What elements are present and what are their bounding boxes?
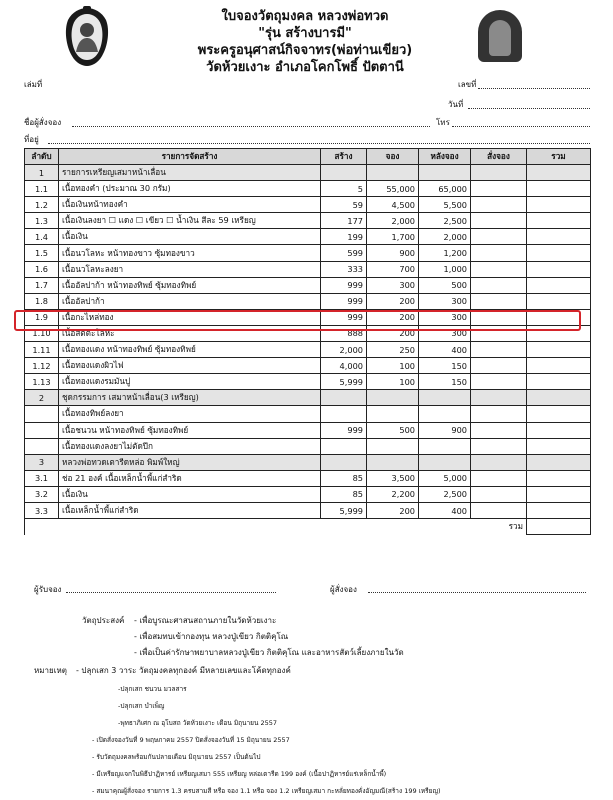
row-total-cell[interactable] xyxy=(527,486,591,502)
booking-price-cell: 2,200 xyxy=(367,486,419,502)
table-cell xyxy=(367,165,419,181)
item-name-cell: เนื้อนวโลหะลงยา xyxy=(59,261,321,277)
make-qty-cell: 85 xyxy=(321,486,367,502)
item-no-cell: 3 xyxy=(25,454,59,470)
item-no-cell: 1 xyxy=(25,165,59,181)
row-total-cell[interactable] xyxy=(527,438,591,454)
row-total-cell[interactable] xyxy=(527,277,591,293)
table-row xyxy=(25,438,591,454)
booking-price-cell: 700 xyxy=(367,261,419,277)
table-cell xyxy=(471,165,527,181)
item-no-cell: 1.3 xyxy=(25,213,59,229)
item-no-cell: 1.6 xyxy=(25,261,59,277)
make-qty-cell: 177 xyxy=(321,213,367,229)
remark-item: - สมนาคุณผู้สั่งจอง รายการ 1.3 ครบสามสี หรือ จอง 1.1 หรือ จอง 1.2 เหรียญเสมา กะหลั่ยทองคั่งอัญมณี(สร้าง 199 เหรียญ) xyxy=(92,787,441,795)
table-cell xyxy=(419,390,471,406)
row-total-cell[interactable] xyxy=(527,293,591,309)
make-qty-cell: 888 xyxy=(321,325,367,341)
order-qty-cell[interactable] xyxy=(471,229,527,245)
doc-number-field[interactable] xyxy=(478,88,590,89)
booking-price-cell: 3,500 xyxy=(367,470,419,486)
item-name-cell: เนื้อเงินหน้าทองคำ xyxy=(59,197,321,213)
row-total-cell[interactable] xyxy=(527,342,591,358)
table-cell xyxy=(321,454,367,470)
make-qty-cell: 199 xyxy=(321,229,367,245)
form-header xyxy=(130,8,480,76)
remark-item: - รับวัตถุมงคลพร้อมกันปลายเดือน มิถุนายน 2557 เป็นต้นไป xyxy=(92,753,261,761)
orderer-field[interactable] xyxy=(72,126,430,127)
order-qty-cell[interactable] xyxy=(471,470,527,486)
after-booking-price-cell: 150 xyxy=(419,358,471,374)
header-temple: วัดห้วยเงาะ อำเภอโคกโพธิ์ ปัตตานี xyxy=(206,60,404,75)
orderer-signature-field[interactable] xyxy=(368,592,586,593)
table-row xyxy=(25,293,591,309)
table-header-row xyxy=(25,149,591,165)
booking-price-cell: 4,500 xyxy=(367,197,419,213)
table-body xyxy=(25,165,591,519)
table-row xyxy=(25,261,591,277)
order-qty-cell[interactable] xyxy=(471,293,527,309)
table-group-row xyxy=(25,390,591,406)
table-row xyxy=(25,406,591,422)
remark-sub-item: -พุทธาภิเศก ณ อุโบสถ วัดห้วยเงาะ เดือน มิถุนายน 2557 xyxy=(118,719,277,727)
book-number-label: เล่มที่ xyxy=(24,80,43,89)
table-row xyxy=(25,422,591,438)
col-header-make: สร้าง xyxy=(321,149,367,165)
booking-price-cell: 200 xyxy=(367,309,419,325)
item-no-cell: 2 xyxy=(25,390,59,406)
item-name-cell: เนื้อเงินลงยา ☐ แดง ☐ เขียว ☐ น้ำเงิน สีละ 59 เหรียญ xyxy=(59,213,321,229)
booking-price-cell: 900 xyxy=(367,245,419,261)
make-qty-cell: 999 xyxy=(321,309,367,325)
purpose-label: วัตถุประสงค์ xyxy=(82,616,125,625)
item-name-cell: เนื้อเงิน xyxy=(59,229,321,245)
orderer-label: ชื่อผู้สั่งจอง xyxy=(24,118,62,127)
order-qty-cell[interactable] xyxy=(471,245,527,261)
row-total-cell[interactable] xyxy=(527,470,591,486)
col-header-after: หลังจอง xyxy=(419,149,471,165)
row-total-cell[interactable] xyxy=(527,213,591,229)
total-cell[interactable] xyxy=(527,519,591,535)
booking-price-cell: 1,700 xyxy=(367,229,419,245)
item-no-cell xyxy=(25,422,59,438)
make-qty-cell: 999 xyxy=(321,277,367,293)
item-no-cell: 3.2 xyxy=(25,486,59,502)
make-qty-cell: 2,000 xyxy=(321,342,367,358)
after-booking-price-cell: 300 xyxy=(419,325,471,341)
after-booking-price-cell: 1,000 xyxy=(419,261,471,277)
make-qty-cell: 59 xyxy=(321,197,367,213)
after-booking-price-cell: 150 xyxy=(419,374,471,390)
after-booking-price-cell: 2,000 xyxy=(419,229,471,245)
booking-price-cell: 500 xyxy=(367,422,419,438)
remark-item: - ปลุกเสก 3 วาระ วัตถุมงคลทุกองค์ มีหลายเลขและโค้ดทุกองค์ xyxy=(76,666,291,675)
order-qty-cell[interactable] xyxy=(471,261,527,277)
item-no-cell: 1.2 xyxy=(25,197,59,213)
item-no-cell: 1.1 xyxy=(25,181,59,197)
make-qty-cell: 5,999 xyxy=(321,502,367,518)
address-label: ที่อยู่ xyxy=(24,135,39,144)
order-qty-cell[interactable] xyxy=(471,502,527,518)
amulet-photo xyxy=(478,10,522,62)
order-table xyxy=(24,148,591,535)
item-name-cell: เนื้อสัตตะโลหะ xyxy=(59,325,321,341)
make-qty-cell: 999 xyxy=(321,293,367,309)
item-no-cell: 1.11 xyxy=(25,342,59,358)
row-total-cell[interactable] xyxy=(527,358,591,374)
table-row xyxy=(25,245,591,261)
booking-price-cell: 100 xyxy=(367,358,419,374)
item-no-cell: 1.10 xyxy=(25,325,59,341)
item-no-cell: 1.8 xyxy=(25,293,59,309)
after-booking-price-cell: 300 xyxy=(419,293,471,309)
item-name-cell: ชุดกรรมการ เสมาหน้าเลื่อน(3 เหรียญ) xyxy=(59,390,321,406)
table-cell xyxy=(527,454,591,470)
row-total-cell[interactable] xyxy=(527,502,591,518)
item-no-cell: 1.4 xyxy=(25,229,59,245)
receiver-signature-field[interactable] xyxy=(66,592,276,593)
col-header-total: รวม xyxy=(527,149,591,165)
table-row xyxy=(25,342,591,358)
make-qty-cell xyxy=(321,406,367,422)
order-qty-cell[interactable] xyxy=(471,438,527,454)
table-cell xyxy=(321,390,367,406)
table-row xyxy=(25,229,591,245)
col-header-no: ลำดับ xyxy=(25,149,59,165)
table-row xyxy=(25,181,591,197)
address-field[interactable] xyxy=(48,143,590,144)
item-no-cell: 1.13 xyxy=(25,374,59,390)
phone-field[interactable] xyxy=(452,126,590,127)
remark-sub-item: -ปลุกเสก บำเพ็ญ xyxy=(118,702,165,710)
table-row xyxy=(25,213,591,229)
order-qty-cell[interactable] xyxy=(471,277,527,293)
amulet-figure-icon xyxy=(489,20,511,56)
row-total-cell[interactable] xyxy=(527,261,591,277)
phone-label: โทร xyxy=(436,118,450,127)
table-row xyxy=(25,374,591,390)
after-booking-price-cell: 400 xyxy=(419,342,471,358)
make-qty-cell: 599 xyxy=(321,245,367,261)
table-group-row xyxy=(25,454,591,470)
header-monk-name: พระครูอนุศาสน์กิจจาทร(พ่อท่านเขียว) xyxy=(197,43,413,58)
item-name-cell: เนื้อทองทิพย์ลงยา xyxy=(59,406,321,422)
doc-number-label: เลขที่ xyxy=(458,80,477,89)
item-name-cell: หลวงพ่อทวดเตารีดหล่อ พิมพ์ใหญ่ xyxy=(59,454,321,470)
booking-price-cell: 200 xyxy=(367,293,419,309)
order-qty-cell[interactable] xyxy=(471,213,527,229)
item-name-cell: เนื้อนวโลหะ หน้าทองขาว ซุ้มทองขาว xyxy=(59,245,321,261)
after-booking-price-cell: 2,500 xyxy=(419,486,471,502)
make-qty-cell: 5,999 xyxy=(321,374,367,390)
item-name-cell: เนื้อทองคำ (ประมาณ 30 กรัม) xyxy=(59,181,321,197)
remarks-label: หมายเหตุ xyxy=(34,666,67,675)
item-name-cell: เนื้อกะไหล่ทอง xyxy=(59,309,321,325)
after-booking-price-cell: 400 xyxy=(419,502,471,518)
orderer-signature-label: ผู้สั่งจอง xyxy=(330,585,357,594)
after-booking-price-cell: 5,000 xyxy=(419,470,471,486)
order-qty-cell[interactable] xyxy=(471,486,527,502)
highlight-row-1-9 xyxy=(14,310,581,331)
table-row xyxy=(25,486,591,502)
table-cell xyxy=(471,390,527,406)
item-name-cell: เนื้อทองแดงรมมันปู xyxy=(59,374,321,390)
make-qty-cell: 999 xyxy=(321,422,367,438)
temple-emblem-icon xyxy=(62,6,112,68)
row-total-cell[interactable] xyxy=(527,374,591,390)
row-total-cell[interactable] xyxy=(527,422,591,438)
table-cell xyxy=(471,454,527,470)
table-row xyxy=(25,358,591,374)
order-qty-cell[interactable] xyxy=(471,342,527,358)
item-name-cell: เนื้อทองแดงลงยาไม่ตัดปีก xyxy=(59,438,321,454)
order-qty-cell[interactable] xyxy=(471,197,527,213)
row-total-cell[interactable] xyxy=(527,197,591,213)
col-header-item: รายการจัดสร้าง xyxy=(59,149,321,165)
remark-item: - มีเหรียญแจกในพิธีปาฏิหารย์ เหรียญเสมา 555 เหรียญ หล่อเตารีด 199 องค์ (เนื้อปาฏิหารย์แร่เหล็กน้ำพี้) xyxy=(92,770,387,778)
total-label: รวม xyxy=(471,519,527,535)
table-cell xyxy=(419,165,471,181)
header-title: ใบจองวัตถุมงคล หลวงพ่อทวด xyxy=(221,9,389,24)
after-booking-price-cell: 65,000 xyxy=(419,181,471,197)
order-qty-cell[interactable] xyxy=(471,422,527,438)
order-qty-cell[interactable] xyxy=(471,181,527,197)
purpose-item: - เพื่อบูรณะศาสนสถานภายในวัดห้วยเงาะ xyxy=(134,616,277,625)
item-no-cell xyxy=(25,406,59,422)
table-cell xyxy=(367,390,419,406)
booking-price-cell: 300 xyxy=(367,277,419,293)
item-no-cell: 1.7 xyxy=(25,277,59,293)
item-name-cell: เนื้อเหล็กน้ำพี้แก่สำริด xyxy=(59,502,321,518)
table-cell xyxy=(367,454,419,470)
table-row xyxy=(25,502,591,518)
date-label: วันที่ xyxy=(448,100,464,109)
item-name-cell: เนื้อชนวน หน้าทองทิพย์ ซุ้มทองทิพย์ xyxy=(59,422,321,438)
col-header-order: สั่งจอง xyxy=(471,149,527,165)
receiver-signature-label: ผู้รับจอง xyxy=(34,585,62,594)
item-name-cell: เนื้อเงิน xyxy=(59,486,321,502)
row-total-cell[interactable] xyxy=(527,245,591,261)
booking-price-cell: 100 xyxy=(367,374,419,390)
after-booking-price-cell xyxy=(419,438,471,454)
after-booking-price-cell: 5,500 xyxy=(419,197,471,213)
item-name-cell: เนื้ออัลปาก้า หน้าทองทิพย์ ซุ้มทองทิพย์ xyxy=(59,277,321,293)
row-total-cell[interactable] xyxy=(527,181,591,197)
header-edition: "รุ่น สร้างบารมี" xyxy=(258,26,352,41)
order-qty-cell[interactable] xyxy=(471,358,527,374)
purpose-item: - เพื่อสมทบเข้ากองทุน หลวงปู่เขียว กิตติคุโณ xyxy=(134,632,289,641)
table-row xyxy=(25,197,591,213)
table-cell xyxy=(527,390,591,406)
after-booking-price-cell: 2,500 xyxy=(419,213,471,229)
booking-price-cell xyxy=(367,406,419,422)
remark-sub-item: -ปลุกเสก ชนวน มวลสาร xyxy=(118,685,187,693)
make-qty-cell xyxy=(321,438,367,454)
after-booking-price-cell: 900 xyxy=(419,422,471,438)
item-no-cell xyxy=(25,438,59,454)
table-cell xyxy=(527,165,591,181)
booking-price-cell: 200 xyxy=(367,325,419,341)
row-total-cell[interactable] xyxy=(527,406,591,422)
item-name-cell: เนื้อทองแดงผิวไฟ xyxy=(59,358,321,374)
make-qty-cell: 85 xyxy=(321,470,367,486)
item-name-cell: ช่อ 21 องค์ เนื้อเหล็กน้ำพี้แก่สำริด xyxy=(59,470,321,486)
item-name-cell: รายการเหรียญเสมาหน้าเลื่อน xyxy=(59,165,321,181)
after-booking-price-cell: 300 xyxy=(419,309,471,325)
make-qty-cell: 333 xyxy=(321,261,367,277)
after-booking-price-cell: 500 xyxy=(419,277,471,293)
col-header-book: จอง xyxy=(367,149,419,165)
table-group-row xyxy=(25,165,591,181)
booking-price-cell xyxy=(367,438,419,454)
item-no-cell: 1.5 xyxy=(25,245,59,261)
make-qty-cell: 4,000 xyxy=(321,358,367,374)
table-cell xyxy=(321,165,367,181)
table-cell xyxy=(419,454,471,470)
item-name-cell: เนื้ออัลปาก้า xyxy=(59,293,321,309)
booking-price-cell: 250 xyxy=(367,342,419,358)
item-name-cell: เนื้อทองแดง หน้าทองทิพย์ ซุ้มทองทิพย์ xyxy=(59,342,321,358)
booking-price-cell: 200 xyxy=(367,502,419,518)
item-no-cell: 3.1 xyxy=(25,470,59,486)
item-no-cell: 1.12 xyxy=(25,358,59,374)
order-qty-cell[interactable] xyxy=(471,374,527,390)
order-qty-cell[interactable] xyxy=(471,406,527,422)
purpose-item: - เพื่อเป็นค่ารักษาพยาบาลหลวงปู่เขียว กิตติคุโณ และอาหารสัตว์เลี้ยงภายในวัด xyxy=(134,648,404,657)
table-row xyxy=(25,277,591,293)
after-booking-price-cell: 1,200 xyxy=(419,245,471,261)
total-row xyxy=(25,519,591,535)
item-no-cell: 3.3 xyxy=(25,502,59,518)
remark-item: - เปิดสั่งจองวันที่ 9 พฤษภาคม 2557 ปิดสั่งจองวันที่ 15 มิถุนายน 2557 xyxy=(92,736,290,744)
table-row xyxy=(25,470,591,486)
after-booking-price-cell xyxy=(419,406,471,422)
date-field[interactable] xyxy=(468,108,590,109)
booking-price-cell: 55,000 xyxy=(367,181,419,197)
make-qty-cell: 5 xyxy=(321,181,367,197)
booking-price-cell: 2,000 xyxy=(367,213,419,229)
row-total-cell[interactable] xyxy=(527,229,591,245)
item-no-cell: 1.9 xyxy=(25,309,59,325)
